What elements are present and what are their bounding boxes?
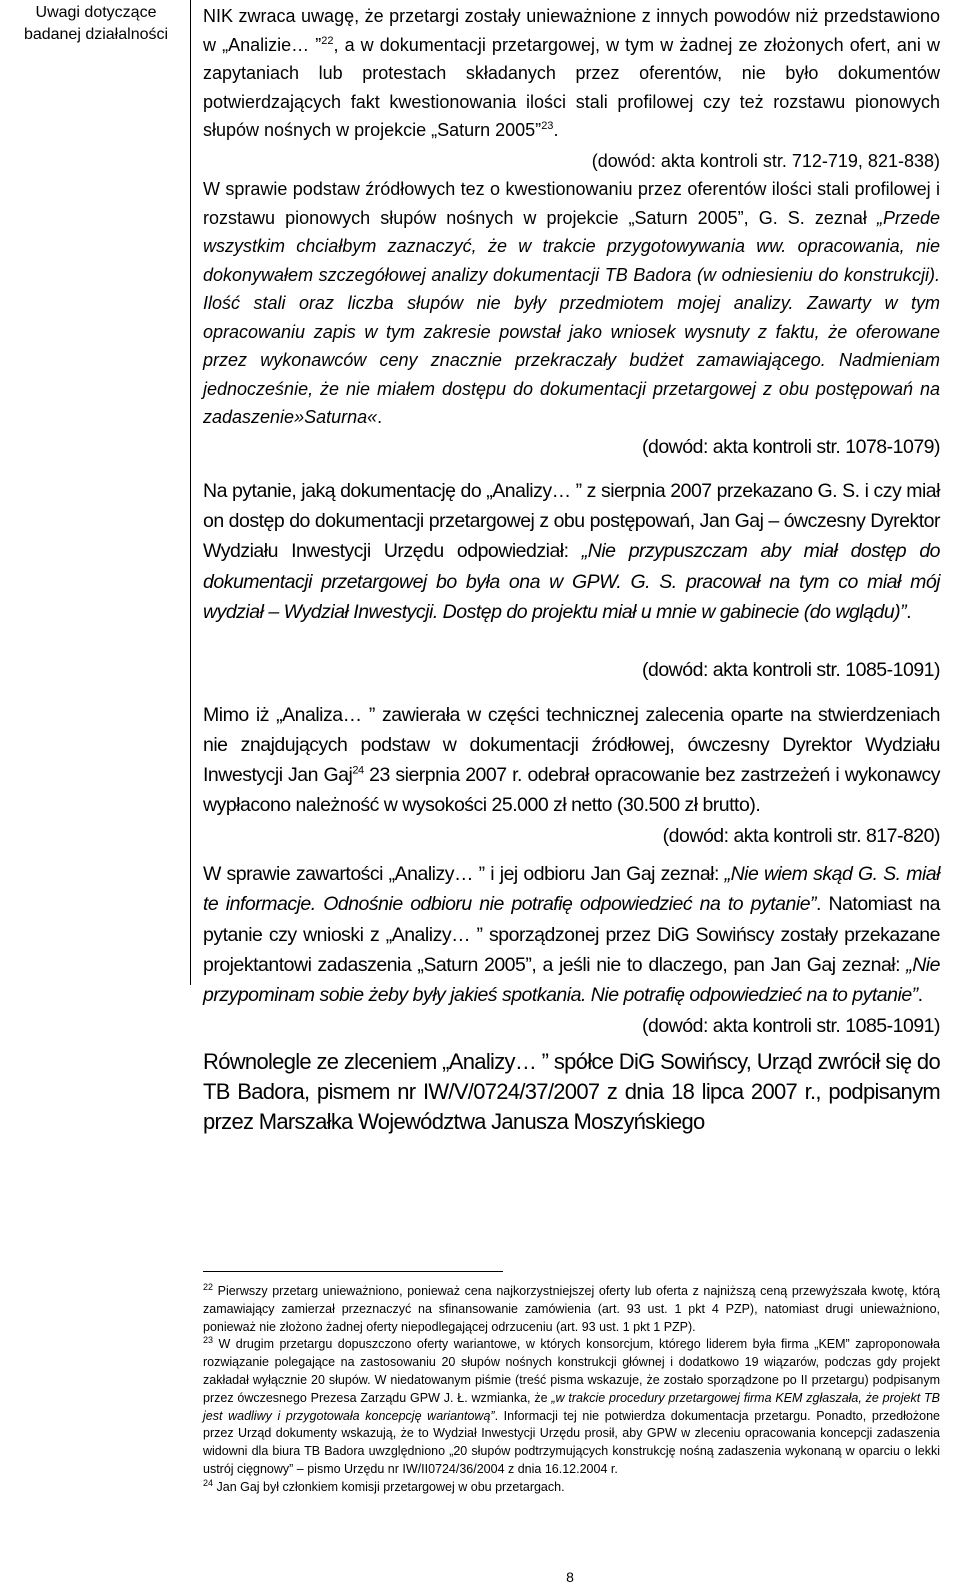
paragraph-text: NIK zwraca uwagę, że przetargi zostały unieważnione z innych powodów niż przedstawiono w „Analizie… ” — [203, 6, 940, 55]
margin-heading: Uwagi dotyczące badanej działalności — [23, 4, 169, 43]
evidence-reference: (dowód: akta kontroli str. 1085-1091) — [641, 659, 940, 682]
page-number: 8 — [566, 1569, 574, 1585]
paragraph-text: . — [917, 984, 923, 1007]
paragraph-text: 23 sierpnia 2007 r. odebrał opracowanie bez zastrzeżeń i wykonawcy wypłacono należność w wysokości 25.000 zł netto (30.500 zł brutto). — [203, 764, 940, 817]
margin-column — [0, 0, 191, 985]
evidence-reference: (dowód: akta kontroli str. 1085-1091) — [641, 1014, 940, 1037]
footnote-22 — [203, 1283, 940, 1336]
footnote-ref: 22 — [321, 34, 334, 47]
paragraph-analysis-content — [203, 859, 940, 1010]
paragraph-testimony-gs — [203, 175, 940, 432]
paragraph-text: . — [906, 600, 912, 623]
footnote-ref: 24 — [352, 764, 364, 777]
paragraph-question-jan-gaj — [203, 476, 940, 627]
footnote-quote: „w trakcie procedury przetargowej firma KEM zgłaszała, że projekt TB jest wadliwy i przygotowała koncepcję wariantową” — [203, 1390, 940, 1423]
footnote-23 — [203, 1336, 940, 1478]
footnote-separator — [203, 1271, 503, 1272]
paragraph-text: . Natomiast na pytanie czy wnioski z „Analizy… ” sporządzonej przez DiG Sowińscy zostały przekazane projektantowi zadaszenia „Saturn 2005”, a jeśli nie to dlaczego, pan Jan Gaj zeznał: — [203, 893, 940, 976]
footnote-number: 23 — [203, 1335, 214, 1346]
paragraph-text: Mimo iż „Analiza… ” zawierała w części technicznej zalecenia oparte na stwierdzeniach nie znajdujących podstaw w dokumentacji źródłowej, ówczesny Dyrektor Wydziału Inwestycji Jan Gaj — [203, 703, 940, 787]
paragraph-analysis-acceptance — [203, 700, 940, 821]
quoted-testimony: „Przede wszystkim chciałbym zaznaczyć, że w trakcie przygotowywania ww. opracowania, nie dokonywałem szczegółowej analizy dokumentacji TB Badora (w odniesieniu do konstrukcji). Ilość stali oraz liczba słupów nie były przedmiotem mojej analizy. Zawarty w tym opracowaniu zapis w tym zakresie powstał jako wniosek wysnuty z faktu, że oferowane przez wykonawców ceny znacznie przekraczały budżet zamawiającego. Nadmieniam jednocześnie, że nie miałem dostępu do dokumentacji przetargowej z obu postępowań na zadaszenie»Saturna« — [203, 207, 940, 427]
footnote-number: 24 — [203, 1477, 214, 1488]
evidence-reference: (dowód: akta kontroli str. 817-820) — [662, 824, 940, 847]
footnote-number: 22 — [203, 1281, 214, 1292]
footnote-text: W drugim przetargu dopuszczono oferty wariantowe, w których konsorcjum, którego liderem była firma „KEM” zaproponowała rozwiązanie polegające na zastosowaniu 20 słupów nośnych konstrukcji głównej i dodatkowo 19 wiązarów, podczas gdy projekt zakładał wyłącznie 20 słupów. W niedatowanym piśmie (treść pisma wskazuje, że zostało sporządzone po II przetargu) podpisanym przez ówczesnego Prezesa Zarządu GPW J. Ł. wzmianka, że — [203, 1337, 940, 1405]
paragraph-nik-note — [203, 0, 940, 145]
footnote-24 — [203, 1479, 940, 1497]
footnotes — [203, 1283, 940, 1497]
footnote-text: Jan Gaj był członkiem komisji przetargowej w obu przetargach. — [213, 1479, 565, 1494]
quoted-testimony: „Nie przypuszczam aby miał dostęp do dokumentacji przetargowej bo była ona w GPW. G. S. pracował na tym co miał mój wydział – Wydział Inwestycji. Dostęp do projektu miał u mnie w gabinecie (do wglądu)” — [203, 540, 941, 623]
footnote-text: Pierwszy przetarg unieważniono, ponieważ cena najkorzystniejszej oferty lub oferta z najniższą ceną przewyższała kwotę, którą zamawiający zamierzał przeznaczyć na sfinansowanie zamówienia (art. 93 ust. 1 pkt 4 PZP), natomiast drugi unieważniono, ponieważ nie złożono żadnej oferty niepodlegającej odrzuceniu (art. 93 ust. 1 pkt 1 PZP). — [203, 1284, 940, 1334]
quoted-testimony: „Nie przypominam sobie żeby były jakieś spotkania. Nie potrafię odpowiedzieć na to pytanie” — [203, 953, 940, 1007]
quoted-testimony: „Nie wiem skąd G. S. miał te informacje. Odnośnie odbioru nie potrafię odpowiedzieć na to pytanie” — [203, 863, 940, 916]
paragraph-text: W sprawie zawartości „Analizy… ” i jej odbioru Jan Gaj zeznał: — [203, 863, 725, 886]
evidence-reference: (dowód: akta kontroli str. 712-719, 821-838) — [591, 150, 940, 171]
paragraph-text: Na pytanie, jaką dokumentację do „Analizy… ” z sierpnia 2007 przekazano G. S. i czy miał on dostęp do dokumentacji przetargowej z obu postępowań, Jan Gaj – ówczesny Dyrektor Wydziału Inwestycji Urzędu odpowiedział: — [203, 479, 940, 563]
paragraph-text: W sprawie podstaw źródłowych tez o kwestionowaniu przez oferentów ilości stali profilowej i rozstawu pionowych słupów nośnych w projekcie „Saturn 2005”, G. S. zeznał — [203, 179, 940, 228]
paragraph-text: . — [377, 407, 383, 427]
paragraph-text: . — [553, 120, 559, 140]
footnote-text: . Informacji tej nie potwierdza dokumentacja przetargu. Ponadto, przedłożone przez Urząd dokumenty wskazują, że to Wydział Inwestycji Urzędu prosił, aby GPW w zleceniu opracowania koncepcji zadaszenia widowni dla biura TB Badora uwzględniono „20 słupów podtrzymujących konstrukcję nośną zadaszenia wykonaną w oparciu o lekki ustrój cięgnowy” – pismo Urzędu nr IW/II0724/36/2004 z dnia 16.12.2004 r. — [203, 1408, 940, 1476]
evidence-reference: (dowód: akta kontroli str. 1078-1079) — [641, 435, 940, 458]
paragraph-parallel-order: Równolegle ze zleceniem „Analizy… ” spółce DiG Sowińscy, Urząd zwrócił się do TB Badora, pismem nr IW/V/0724/37/2007 z dnia 18 lipca 2007 r., podpisanym przez Marszałka Województwa Janusza Moszyńskiego — [203, 1048, 940, 1135]
paragraph-text: , a w dokumentacji przetargowej, w tym w żadnej ze złożonych ofert, ani w zapytaniach lub protestach składanych przez oferentów, nie było dokumentów potwierdzających fakt kwestionowania ilości stali profilowej czy też rozstawu pionowych słupów nośnych w projekcie „Saturn 2005” — [203, 34, 940, 140]
footnote-ref: 23 — [541, 120, 554, 132]
main-text — [203, 0, 940, 1138]
